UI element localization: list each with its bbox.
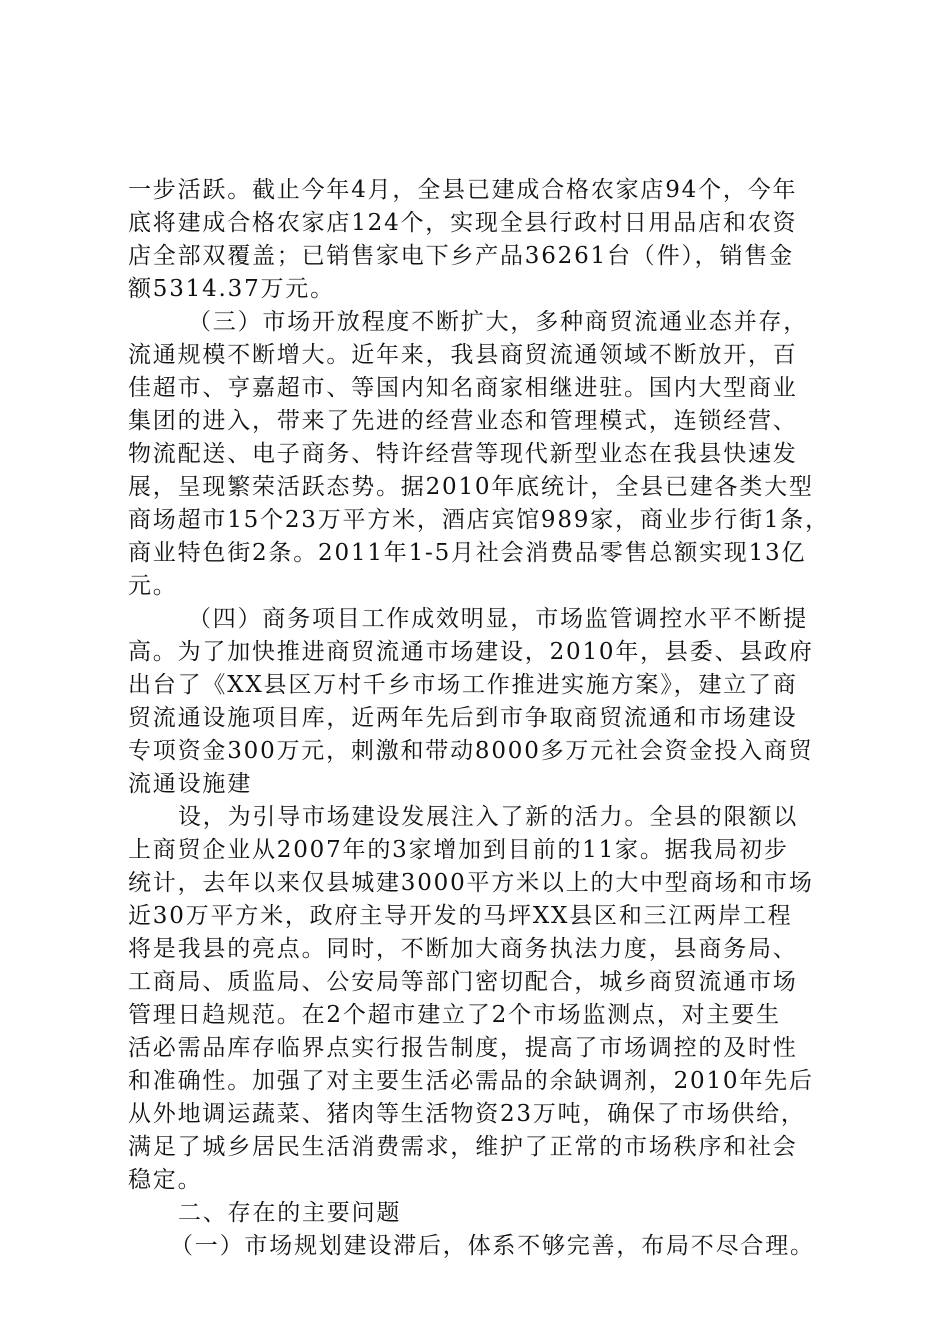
text-line: 活必需品库存临界点实行报告制度，提高了市场调控的及时性: [128, 1035, 798, 1061]
text-line: 展，呈现繁荣活跃态势。据2010年底统计，全县已建各类大型: [128, 474, 814, 500]
text-line: 集团的进入，带来了先进的经营业态和管理模式，连锁经营、: [128, 408, 798, 434]
body-text: [128, 174, 838, 1263]
text-line: 和准确性。加强了对主要生活必需品的余缺调剂，2010年先后: [128, 1068, 814, 1094]
text-line: 管理日趋规范。在2个超市建立了2个市场监测点，对主要生: [128, 1002, 781, 1028]
text-line: 贸流通设施项目库，近两年先后到市争取商贸流通和市场建设: [128, 705, 798, 731]
section-heading-three: （三）市场开放程度不断扩大，多种商贸流通业态并存，: [188, 309, 808, 335]
text-line: 近30万平方米，政府主导开发的马坪XX县区和三江两岸工程: [128, 903, 793, 929]
text-line: 从外地调运蔬菜、猪肉等生活物资23万吨，确保了市场供给，: [128, 1101, 806, 1127]
text-line: 底将建成合格农家店124个，实现全县行政村日用品店和农资: [128, 210, 798, 236]
text-line: 设，为引导市场建设发展注入了新的活力。全县的限额以: [178, 804, 798, 830]
text-line: 出台了《XX县区万村千乡市场工作推进实施方案》，建立了商: [128, 672, 798, 698]
text-line: 统计，去年以来仅县城建3000平方米以上的大中型商场和市场: [128, 870, 814, 896]
text-line: 元。: [128, 573, 178, 599]
text-line: 稳定。: [128, 1167, 203, 1193]
section-heading-four: （四）商务项目工作成效明显，市场监管调控水平不断提: [188, 606, 808, 632]
text-line: 店全部双覆盖；已销售家电下乡产品36261台（件），销售金: [128, 243, 794, 269]
text-line: 工商局、质监局、公安局等部门密切配合，城乡商贸流通市场: [128, 969, 798, 995]
subsection-heading-one: （一）市场规划建设滞后，体系不够完善，布局不尽合理。: [170, 1233, 815, 1259]
text-line: 高。为了加快推进商贸流通市场建设，2010年，县委、县政府: [128, 639, 814, 665]
text-line: 一步活跃。截止今年4月，全县已建成合格农家店94个，今年: [128, 177, 798, 203]
text-line: 佳超市、亨嘉超市、等国内知名商家相继进驻。国内大型商业: [128, 375, 798, 401]
text-line: 满足了城乡居民生活消费需求，维护了正常的市场秩序和社会: [128, 1134, 798, 1160]
text-line: 专项资金300万元，刺激和带动8000多万元社会资金投入商贸: [128, 738, 814, 764]
text-line: 物流配送、电子商务、特许经营等现代新型业态在我县快速发: [128, 441, 798, 467]
text-line: 将是我县的亮点。同时，不断加大商务执法力度，县商务局、: [128, 936, 798, 962]
section-heading-problems: 二、存在的主要问题: [178, 1200, 402, 1226]
text-line: 额5314.37万元。: [128, 276, 335, 302]
text-line: 商业特色街2条。2011年1-5月社会消费品零售总额实现13亿: [128, 540, 807, 566]
text-line: 流通设施建: [128, 771, 252, 797]
text-line: 商场超市15个23万平方米，酒店宾馆989家，商业步行街1条，: [128, 507, 830, 533]
text-line: 流通规模不断增大。近年来，我县商贸流通领域不断放开，百: [128, 342, 798, 368]
text-line: 上商贸企业从2007年的3家增加到目前的11家。据我局初步: [128, 837, 789, 863]
